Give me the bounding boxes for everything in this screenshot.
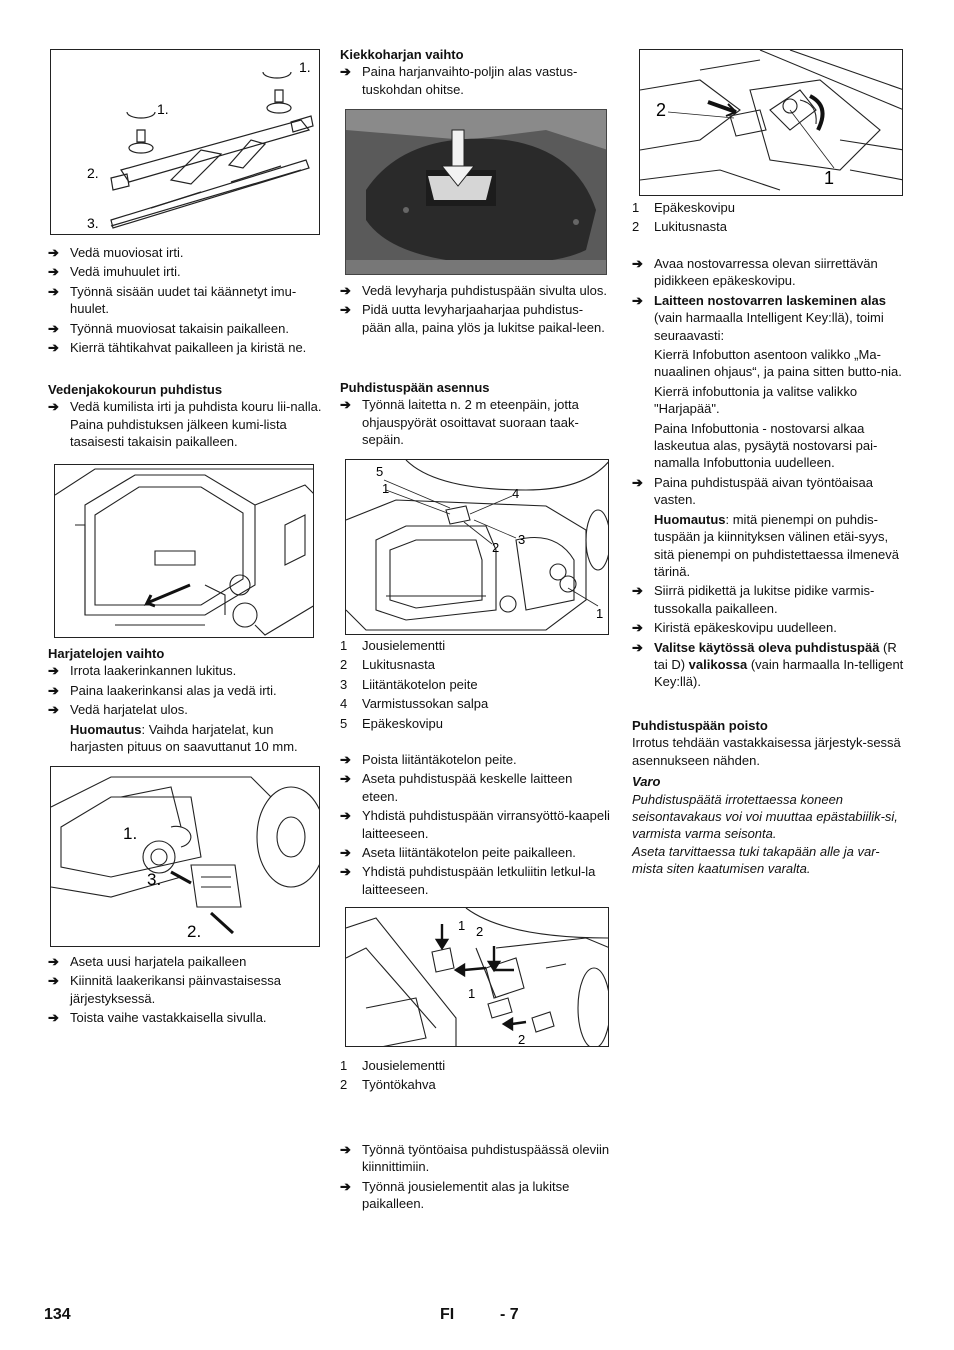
arrow-right-icon: ➔ xyxy=(48,682,59,698)
legend-head-install xyxy=(340,637,612,734)
fig6-label-1: 1 xyxy=(458,918,466,933)
figure-squeegee-parts-drawing xyxy=(51,50,320,235)
arrow-right-icon: ➔ xyxy=(48,1010,59,1026)
page-number: 134 xyxy=(44,1306,71,1323)
arrow-right-icon: ➔ xyxy=(340,302,351,318)
fig6-label-2: 2 xyxy=(476,924,484,939)
sub-paragraph: Paina Infobuttonia - nostovarsi alkaa laskeutua alas, pysäytä nostovarsi pai-namalla Infobuttonia uudelleen. xyxy=(654,420,878,471)
figure-push-bar-drawing xyxy=(346,908,609,1047)
arrow-right-icon: ➔ xyxy=(632,620,643,636)
fig3-label-c: 2. xyxy=(187,922,202,941)
warning-text: Puhdistuspäätä irrotettaessa koneen seisontavakaus voi voi muuttaa epästabiilik-si, varmista varma seisonta. xyxy=(632,791,898,842)
arrow-right-icon: ➔ xyxy=(340,808,351,824)
step: ➔ Työnnä työntöaisa puhdistuspäässä oleviin kiinnittimiin. xyxy=(340,1142,610,1175)
fig5-label-1: 1 xyxy=(382,481,390,496)
step: ➔ Työnnä laitetta n. 2 m eteenpäin, jotta ohjauspyörät osoittavat suoraan taak-sepäin. xyxy=(340,397,579,448)
legend-item: 1 Epäkeskovipu xyxy=(632,200,735,215)
step: ➔ Aseta liitäntäkotelon peite paikalleen. xyxy=(340,845,576,861)
legend-item: 2 Työntökahva xyxy=(340,1077,436,1093)
figure-head-install xyxy=(345,459,609,635)
step: ➔ Paina harjanvaihto-poljin alas vastus-tuskohdan ohitse. xyxy=(340,64,578,97)
figure-water-channel xyxy=(54,464,314,638)
step: ➔ Valitse käytössä oleva puhdistuspää (R tai D) valikossa (vain harmaalla In-telligent Key:llä). xyxy=(632,639,904,690)
arrow-right-icon: ➔ xyxy=(48,663,59,679)
step: ➔ Kiinnitä laakerikansi päinvastaisessa järjestyksessä. xyxy=(48,973,282,1006)
step: ➔ Aseta uusi harjatela paikalleen xyxy=(48,954,247,969)
arrow-right-icon: ➔ xyxy=(340,752,351,767)
steps-squeegee xyxy=(48,244,322,358)
legend-item: 4 Varmistussokan salpa xyxy=(340,696,489,712)
fig6-label-1b: 1 xyxy=(468,986,476,1001)
step: ➔ Vedä levyharja puhdistuspään sivulta ulos. xyxy=(340,283,607,298)
step: ➔ Paina puhdistuspää aivan työntöaisaa vasten. xyxy=(632,474,873,508)
fig5-label-2: 2 xyxy=(492,540,500,555)
legend-push-bar xyxy=(340,1057,612,1096)
arrow-right-icon: ➔ xyxy=(632,583,643,599)
step: ➔ Pidä uutta levyharjaaharjaa puhdistus-pään alla, paina ylös ja lukitse paikal-leen. xyxy=(340,302,605,335)
legend-item: 2 Lukitusnasta xyxy=(340,657,435,673)
photo-brush-pedal xyxy=(345,109,607,275)
section-heading: Vedenjakokourun puhdistus xyxy=(48,382,223,397)
legend-item: 1 Jousielementti xyxy=(340,1058,446,1073)
fig1-label-b: 1. xyxy=(157,101,169,117)
note: Huomautus: Vaihda harjatelat, kun harjasten pituus on saavuttanut 10 mm. xyxy=(70,721,298,755)
steps-lift-arm xyxy=(632,255,908,693)
arrow-right-icon: ➔ xyxy=(48,264,59,280)
arrow-right-icon: ➔ xyxy=(340,1178,351,1194)
section-disc-brush xyxy=(340,46,612,100)
warning-heading: Varo xyxy=(632,774,661,790)
figure-push-bar xyxy=(345,907,609,1047)
step: ➔ Siirrä pidikettä ja lukitse pidike varmis-tussokalla paikalleen. xyxy=(632,583,875,616)
step: ➔ Aseta puhdistuspää keskelle laitteen eteen. xyxy=(340,771,573,804)
step: ➔ Vedä harjatelat ulos. xyxy=(48,702,188,718)
section-water-channel xyxy=(48,381,322,453)
language-code: FI xyxy=(440,1306,455,1323)
arrow-right-icon: ➔ xyxy=(340,1142,351,1157)
arrow-right-icon: ➔ xyxy=(340,397,351,413)
arrow-right-icon: ➔ xyxy=(632,256,643,271)
arrow-right-icon: ➔ xyxy=(48,340,59,356)
step: ➔ Irrota laakerinkannen lukitus. xyxy=(48,663,237,679)
arrow-right-icon: ➔ xyxy=(48,320,59,336)
section-heading: Kiekkoharjan vaihto xyxy=(340,47,464,62)
arrow-right-icon: ➔ xyxy=(340,864,351,880)
arrow-right-icon: ➔ xyxy=(632,292,643,308)
step: ➔ Kiristä epäkeskovipu uudelleen. xyxy=(632,620,837,636)
steps-push-bar xyxy=(340,1141,612,1215)
fig7-label-2: 2 xyxy=(656,100,667,120)
fig3-label-b: 3. xyxy=(147,870,162,889)
figure-brush-roller-cover xyxy=(50,766,320,947)
fig5-label-4: 4 xyxy=(512,486,520,501)
arrow-right-icon: ➔ xyxy=(48,245,59,260)
section-brush-rollers xyxy=(48,645,322,757)
step: ➔ Työnnä muoviosat takaisin paikalleen. xyxy=(48,320,289,336)
fig1-label-c: 2. xyxy=(87,165,99,181)
legend-item: 3 Liitäntäkotelon peite xyxy=(340,676,478,692)
step: ➔ Vedä muoviosat irti. xyxy=(48,245,184,260)
arrow-right-icon: ➔ xyxy=(48,702,59,718)
warning-text: Aseta tarvittaessa tuki takapään alle ja var-mista siten kaatumisen varalta. xyxy=(632,843,880,877)
arrow-right-icon: ➔ xyxy=(340,771,351,787)
legend-item: 1 Jousielementti xyxy=(340,638,446,653)
step: ➔ Yhdistä puhdistuspään virransyöttö-kaapeli laitteeseen. xyxy=(340,808,610,841)
step: ➔ Työnnä jousielementit alas ja lukitse paikalleen. xyxy=(340,1178,570,1212)
legend-item: 2 Lukitusnasta xyxy=(632,219,727,235)
step: ➔ Vedä kumilista irti ja puhdista kouru lii-nalla. Paina puhdistuksen jälkeen kumi-lista tasaisesti takaisin paikalleen. xyxy=(48,399,322,450)
figure-eccentric-lever xyxy=(639,49,903,196)
paragraph: Irrotus tehdään vastakkaisessa järjestyk-sessä asennukseen nähden. xyxy=(632,735,901,768)
section-head-removal xyxy=(632,717,908,878)
arrow-right-icon: ➔ xyxy=(48,283,59,299)
step: ➔ Paina laakerinkansi alas ja vedä irti. xyxy=(48,682,277,698)
fig7-label-1: 1 xyxy=(824,168,835,188)
step: ➔ Kierrä tähtikahvat paikalleen ja kiristä ne. xyxy=(48,340,307,356)
sub-paragraph: Kierrä infobuttonia ja valitse valikko "Harjapää". xyxy=(654,383,858,417)
section-heading: Puhdistuspään poisto xyxy=(632,718,768,733)
section-head-install xyxy=(340,379,612,451)
section-heading: Puhdistuspään asennus xyxy=(340,380,490,395)
step: ➔ Yhdistä puhdistuspään letkuliitin letkul-la laitteeseen. xyxy=(340,864,596,897)
step: ➔ Avaa nostovarressa olevan siirrettävän pidikkeen epäkeskovipu. xyxy=(632,256,878,289)
arrow-right-icon: ➔ xyxy=(632,474,643,490)
fig5-label-5: 5 xyxy=(376,464,384,479)
step: ➔ Toista vaihe vastakkaisella sivulla. xyxy=(48,1010,267,1026)
steps-disc-brush xyxy=(340,282,612,338)
steps-brush-roller-install xyxy=(48,953,322,1029)
note: Huomautus: mitä pienempi on puhdis-tuspään ja kiinnityksen välinen etäi-syys, sitä pienempi on puhdistettaessa ilmenevä tärinä. xyxy=(654,511,899,579)
legend-item: 5 Epäkeskovipu xyxy=(340,715,443,731)
arrow-right-icon: ➔ xyxy=(340,283,351,298)
arrow-right-icon: ➔ xyxy=(48,954,59,969)
sub-paragraph: Kierrä Infobutton asentoon valikko „Ma-nuaalinen ohjaus“, ja paina sitten butto-nia. xyxy=(654,347,902,380)
steps-head-connect xyxy=(340,751,612,900)
fig5-label-3: 3 xyxy=(518,532,526,547)
arrow-right-icon: ➔ xyxy=(340,845,351,861)
fig1-label-a: 1. xyxy=(299,59,311,75)
fig3-label-a: 1. xyxy=(123,824,138,843)
fig1-label-d: 3. xyxy=(87,215,99,231)
figure-brush-roller-cover-drawing xyxy=(51,767,320,947)
legend-eccentric-lever xyxy=(632,199,908,238)
step: ➔ Työnnä sisään uudet tai käännetyt imu-huulet. xyxy=(48,283,297,317)
step: ➔ Vedä imuhuulet irti. xyxy=(48,264,181,280)
figure-head-install-drawing xyxy=(346,460,609,635)
figure-squeegee-parts xyxy=(50,49,320,235)
fig6-label-2b: 2 xyxy=(518,1032,526,1047)
arrow-right-icon: ➔ xyxy=(632,639,643,655)
arrow-right-icon: ➔ xyxy=(48,973,59,989)
figure-eccentric-lever-drawing xyxy=(640,50,903,196)
figure-water-channel-drawing xyxy=(55,465,314,638)
step: ➔ Poista liitäntäkotelon peite. xyxy=(340,752,517,767)
arrow-right-icon: ➔ xyxy=(340,64,351,80)
arrow-right-icon: ➔ xyxy=(48,399,59,415)
step: ➔ Laitteen nostovarren laskeminen alas (vain harmaalla Intelligent Key:llä), toimi seuraavasti: xyxy=(632,292,886,343)
fig5-label-1b: 1 xyxy=(596,606,604,621)
section-heading: Harjatelojen vaihto xyxy=(48,646,165,661)
sub-page-number: - 7 xyxy=(500,1306,519,1323)
photo-brush-pedal-drawing xyxy=(346,110,607,275)
